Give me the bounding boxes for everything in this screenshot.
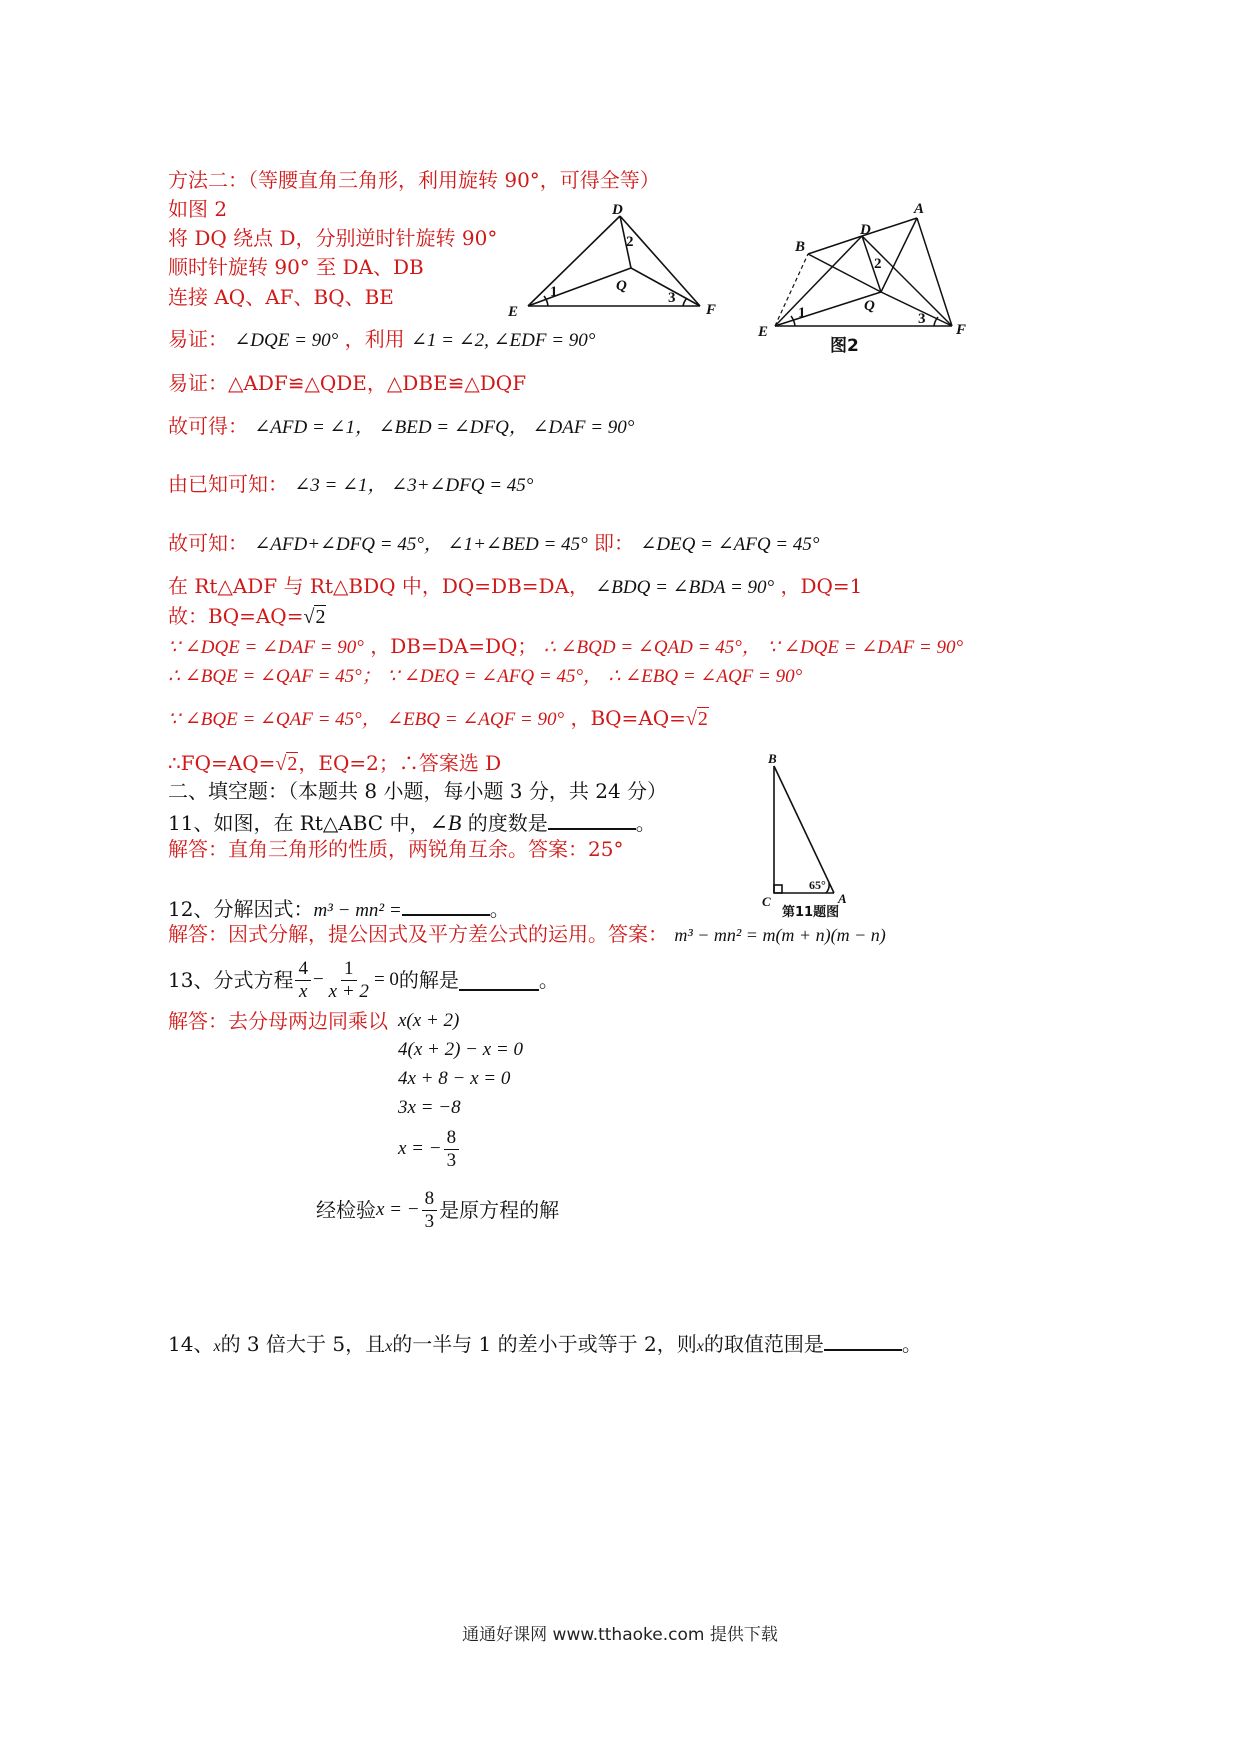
proof-line-9 [168, 662, 802, 690]
q14-num: 14、 [168, 1332, 214, 1356]
fig1-label-2: 2 [626, 234, 634, 250]
proof6-text-2: ，DQ=1 [780, 574, 863, 598]
proof-line-8 [168, 633, 963, 661]
proof3-math: ∠AFD = ∠1， ∠BED = ∠DFQ， ∠DAF = 90° [254, 417, 635, 438]
fig2-label-b: B [795, 239, 806, 255]
proof9-c: ∴ ∠EBQ = ∠AQF = 90° [608, 666, 803, 687]
proof7-text: 故：BQ=AQ= [168, 604, 304, 628]
section-2-heading: 二、填空题：（本题共 8 小题，每小题 3 分，共 24 分） [168, 779, 668, 803]
q13-fraction-2: $\frac{1}{x + 2}$ [328, 957, 369, 1002]
fig1-label-f: F [706, 302, 717, 318]
q12-answer-blank[interactable] [402, 894, 490, 916]
fig1-label-d: D [612, 202, 623, 218]
q11-text-2: 的度数是 [461, 811, 548, 835]
sqrt-2: √2 [303, 606, 326, 628]
q13-step-2: 4x + 8 − x = 0 [398, 1068, 511, 1089]
proof9-a: ∴ ∠BQE = ∠QAF = 45°； [168, 666, 381, 687]
method2-title: 方法二：（等腰直角三角形，利用旋转 90°，可得全等） [168, 168, 660, 192]
q11-text-1: 11、如图，在 Rt△ABC 中， [168, 811, 430, 835]
proof10-b: ∠EBQ = ∠AQF = 90° [387, 709, 565, 730]
q13-eq-zero: = 0 [373, 969, 399, 990]
proof3-label: 故可得： [168, 414, 248, 438]
q13-check-lhs: x = − [376, 1199, 420, 1220]
fig2-label-3: 3 [918, 311, 926, 327]
sqrt-2: √2 [275, 753, 298, 775]
proof10-a: ∵ ∠BQE = ∠QAF = 45°， [168, 709, 381, 730]
proof-line-11 [168, 750, 501, 777]
q14-question [168, 1329, 922, 1360]
fig11-angle-label: 65° [809, 878, 826, 892]
proof6-text-1: 在 Rt△ADF 与 Rt△BDQ 中，DQ=DB=DA， [168, 574, 590, 598]
proof8-b: ，DB=DA=DQ； [370, 634, 538, 658]
figure-q11-right-triangle [756, 748, 866, 926]
proof-line-10 [168, 705, 709, 733]
q14-text-4: 的取值范围是 [703, 1332, 824, 1356]
q12-answer-math: m³ − mn² = m(m + n)(m − n) [674, 925, 886, 945]
proof11-a: ∴FQ=AQ= [168, 751, 276, 775]
fig11-label-b: B [768, 751, 777, 766]
q14-var-x: x [696, 1338, 704, 1355]
proof1-math-2: ∠1 = ∠2, ∠EDF = 90° [410, 330, 596, 351]
q13-answer-text: 解答：去分母两边同乘以 [168, 1009, 388, 1033]
q13-step-3: 3x = −8 [398, 1097, 461, 1118]
proof8-c: ∴ ∠BQD = ∠QAD = 45°， [543, 637, 761, 658]
fig2-label-d: D [860, 222, 871, 238]
fig2-caption: 图2 [830, 336, 859, 356]
proof10-c: ，BQ=AQ= [570, 706, 686, 730]
q13-end: 。 [538, 968, 559, 992]
q13-minus: − [312, 969, 324, 990]
q13-check-fraction: $\frac{8}{3}$ [422, 1188, 438, 1233]
fig1-label-e: E [508, 304, 519, 320]
q12-math: m³ − mn² = [313, 900, 402, 921]
fig11-caption: 第11题图 [782, 905, 840, 920]
q14-var-x: x [385, 1338, 393, 1355]
proof5-mid: 即： [594, 531, 635, 555]
q13-step4-fraction: $\frac{8}{3}$ [444, 1127, 460, 1172]
fig2-label-2: 2 [874, 256, 882, 272]
q13-step-1: 4(x + 2) − x = 0 [398, 1039, 523, 1060]
q11-answer-blank[interactable] [548, 808, 636, 830]
proof-line-5 [168, 530, 819, 558]
proof8-a: ∵ ∠DQE = ∠DAF = 90° [168, 637, 364, 658]
proof1-mid: ，利用 [344, 327, 405, 351]
fig-reference: 如图 2 [168, 197, 228, 221]
q14-answer-blank[interactable] [824, 1329, 902, 1351]
proof11-b: ，EQ=2；∴答案选 D [298, 751, 502, 775]
q13-step4-lhs: x = − [398, 1138, 442, 1159]
proof-line-2: 易证：△ADF≌△QDE，△DBE≌△DQF [168, 371, 527, 395]
proof4-math: ∠3 = ∠1， ∠3+∠DFQ = 45° [294, 475, 534, 496]
q14-text-2: 的 3 倍大于 5，且 [220, 1332, 386, 1356]
connect-step: 连接 AQ、AF、BQ、BE [168, 285, 394, 309]
fig2-label-e: E [758, 324, 769, 340]
fig2-label-a: A [914, 201, 925, 217]
q14-var-x: x [213, 1338, 221, 1355]
fig11-label-c: C [762, 894, 771, 909]
q13-answer-blank[interactable] [459, 969, 539, 991]
q13-text-2: 的解是 [398, 968, 459, 992]
q11-question [168, 808, 656, 836]
proof-line-1 [168, 326, 595, 354]
proof-line-6 [168, 573, 862, 601]
q13-fraction-1: $\frac{4}{x}$ [295, 958, 311, 1003]
q11-end: 。 [635, 811, 656, 835]
proof-line-3 [168, 413, 634, 441]
q13-text: 13、分式方程 [168, 968, 294, 992]
fig1-label-q: Q [616, 278, 627, 294]
proof5-math-2: ∠DEQ = ∠AFQ = 45° [640, 534, 820, 555]
fig2-label-q: Q [864, 298, 875, 314]
proof8-d: ∵ ∠DQE = ∠DAF = 90° [767, 637, 964, 658]
proof1-label: 易证： [168, 327, 228, 351]
fig2-label-f: F [956, 322, 967, 338]
q11-angle-b: ∠B [429, 810, 462, 835]
proof5-label: 故可知： [168, 531, 248, 555]
proof-line-4 [168, 471, 533, 499]
q14-end: 。 [901, 1332, 922, 1356]
sqrt-2: √2 [685, 708, 708, 730]
figure-1-triangle [500, 198, 730, 326]
q13-step-4 [398, 1125, 461, 1173]
proof-line-7 [168, 603, 326, 630]
q13-step-0: x(x + 2) [398, 1010, 460, 1031]
q13-check [316, 1185, 559, 1235]
q11-answer: 解答：直角三角形的性质，两锐角互余。答案：25° [168, 837, 624, 861]
q14-text-3: 的一半与 1 的差小于或等于 2，则 [392, 1332, 697, 1356]
q12-answer [168, 921, 886, 948]
q12-end: 。 [489, 897, 510, 921]
q12-text: 12、分解因式： [168, 897, 314, 921]
page-footer: 通通好课网 www.tthaoke.com 提供下载 [462, 1625, 778, 1645]
q13-check-text-1: 经检验 [316, 1198, 376, 1222]
proof6-math: ∠BDQ = ∠BDA = 90° [595, 577, 775, 598]
fig11-label-a: A [838, 891, 847, 906]
figure-2-rotation [750, 196, 980, 360]
fig1-label-1: 1 [550, 284, 558, 300]
q13-check-text-2: 是原方程的解 [439, 1198, 560, 1222]
proof9-b: ∵ ∠DEQ = ∠AFQ = 45°， [387, 666, 603, 687]
proof1-math-1: ∠DQE = 90° [234, 330, 339, 351]
rotate-step-1: 将 DQ 绕点 D，分别逆时针旋转 90° [168, 226, 498, 250]
q12-question [168, 894, 510, 924]
proof4-label: 由已知可知： [168, 472, 288, 496]
rotate-step-2: 顺时针旋转 90° 至 DA、DB [168, 255, 424, 279]
q13-question [168, 955, 559, 1005]
fig2-label-1: 1 [798, 305, 806, 321]
fig1-label-3: 3 [668, 290, 676, 306]
proof5-math-1: ∠AFD+∠DFQ = 45°， ∠1+∠BED = 45° [254, 534, 588, 555]
q12-answer-text: 解答：因式分解，提公因式及平方差公式的运用。答案： [168, 922, 668, 946]
